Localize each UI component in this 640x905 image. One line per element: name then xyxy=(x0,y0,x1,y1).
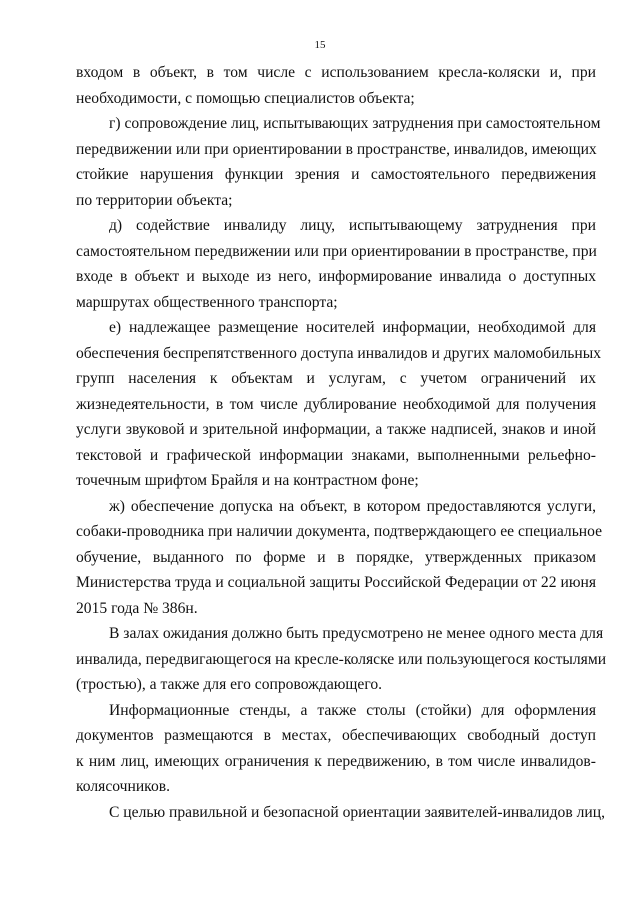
text-line: ж) обеспечение допуска на объект, в котором предоставляются услуги, xyxy=(109,497,596,515)
paragraph xyxy=(76,698,596,800)
text-line: колясочников. xyxy=(76,778,171,795)
text-line: входе в объект и выходе из него, информирование инвалида о доступных xyxy=(76,268,596,285)
text-line: текстовой и графической информации знаками, выполненными рельефно- xyxy=(76,446,596,464)
page-number: 15 xyxy=(314,39,326,51)
text-line: групп населения к объектам и услугам, с учетом ограничений их xyxy=(76,370,596,387)
text-line: обучение, выданного по форме и в порядке, утвержденных приказом xyxy=(76,548,596,566)
text-line: стойкие нарушения функции зрения и самостоятельного передвижения xyxy=(76,166,596,183)
text-line: Информационные стенды, а также столы (стойки) для оформления xyxy=(109,701,596,719)
text-line: необходимости, с помощью специалистов объекта; xyxy=(76,89,415,107)
paragraph xyxy=(76,800,605,826)
text-line: к ним лиц, имеющих ограничения к передвижению, в том числе инвалидов- xyxy=(76,752,596,770)
text-line: С целью правильной и безопасной ориентации заявителей-инвалидов лиц, xyxy=(109,803,605,821)
text-line: жизнедеятельности, в том числе дублирование необходимой для получения xyxy=(76,395,596,413)
text-line: передвижении или при ориентировании в пространстве, инвалидов, имеющих xyxy=(76,140,597,158)
text-line: самостоятельном передвижении или при ориентировании в пространстве, при xyxy=(76,242,597,260)
text-line: документов размещаются в местах, обеспечивающих свободный доступ xyxy=(76,727,596,744)
text-line: д) содействие инвалиду лицу, испытывающему затруднения при xyxy=(109,217,596,234)
document-body xyxy=(76,60,607,825)
text-line: обеспечения беспрепятственного доступа инвалидов и других маломобильных xyxy=(76,344,602,362)
text-line: Министерства труда и социальной защиты Российской Федерации от 22 июня xyxy=(76,574,596,591)
paragraph xyxy=(76,494,603,622)
text-line: 2015 года № 386н. xyxy=(76,599,198,617)
text-line: В залах ожидания должно быть предусмотрено не менее одного места для xyxy=(109,625,604,642)
paragraph xyxy=(76,60,596,111)
text-line: входом в объект, в том числе с использованием кресла-коляски и, при xyxy=(76,64,596,81)
text-line: точечным шрифтом Брайля и на контрастном фоне; xyxy=(76,472,419,489)
text-line: г) сопровождение лиц, испытывающих затруднения при самостоятельном xyxy=(109,115,601,132)
text-line: е) надлежащее размещение носителей информации, необходимой для xyxy=(109,319,596,336)
text-line: собаки-проводника при наличии документа, подтверждающего ее специальное xyxy=(76,523,603,540)
text-line: инвалида, передвигающегося на кресле-коляске или пользующегося костылями xyxy=(76,650,607,668)
text-line: услуги звуковой и зрительной информации, а также надписей, знаков и иной xyxy=(76,421,596,438)
paragraph xyxy=(76,213,596,315)
paragraph xyxy=(76,315,602,494)
paragraph xyxy=(76,111,601,213)
text-line: маршрутах общественного транспорта; xyxy=(76,293,338,311)
text-line: (тростью), а также для его сопровождающего. xyxy=(76,676,383,693)
text-line: по территории объекта; xyxy=(76,191,233,209)
paragraph xyxy=(76,621,607,698)
